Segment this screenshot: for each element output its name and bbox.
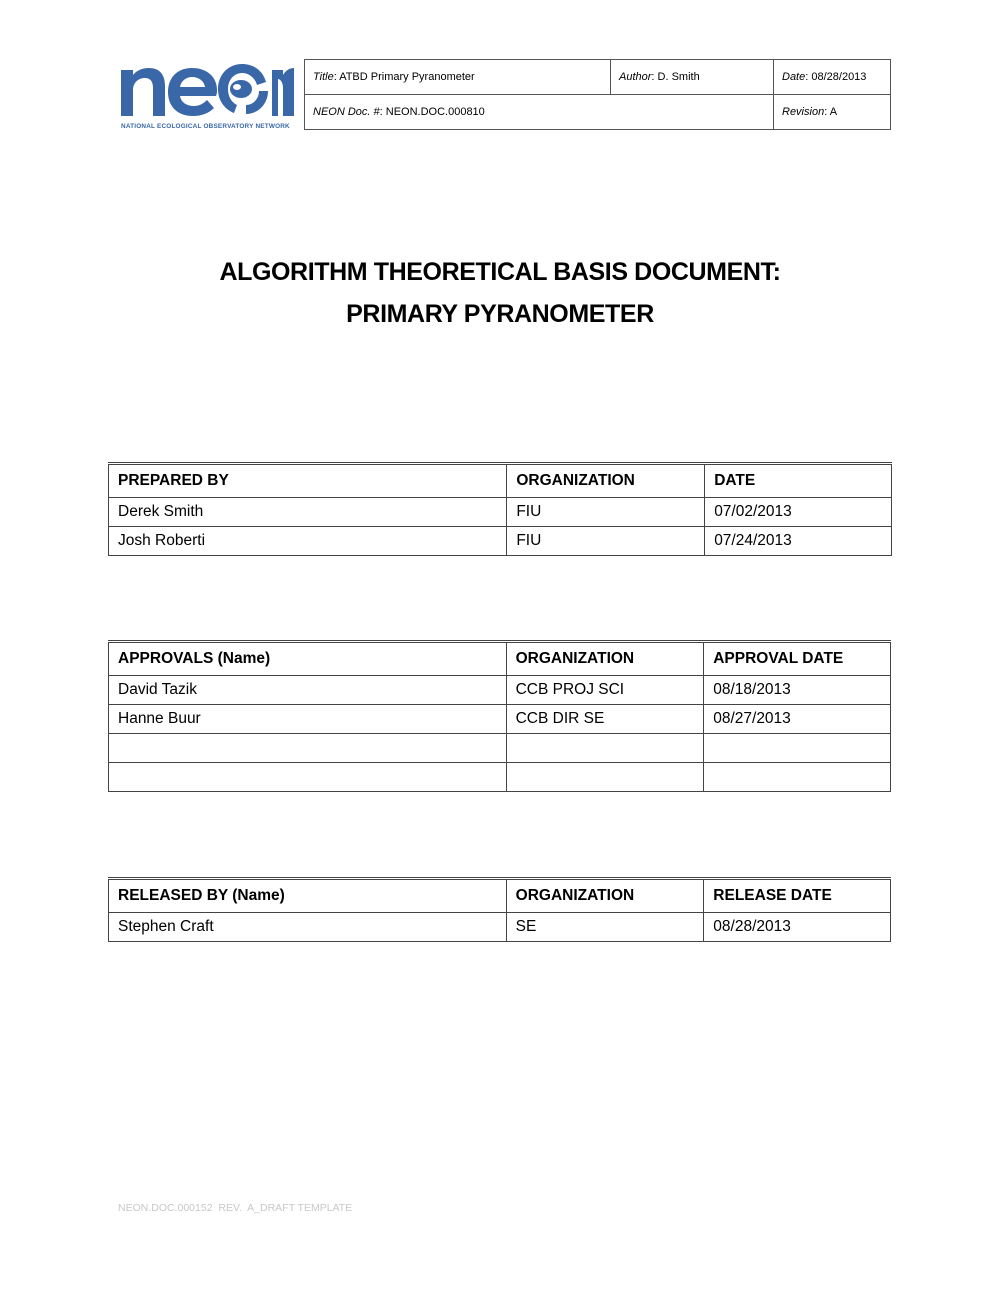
table-row (109, 498, 892, 527)
document-header-table (304, 59, 891, 130)
prepared-by-table (108, 462, 892, 556)
table-header-row (109, 642, 891, 676)
column-header: RELEASED BY (Name) (109, 879, 507, 913)
organization-cell: FIU (507, 498, 705, 527)
header-date-cell (774, 60, 891, 95)
neon-logo-mark (118, 58, 296, 120)
table-row (109, 527, 892, 556)
table-row (109, 676, 891, 705)
logo-tagline: NATIONAL ECOLOGICAL OBSERVATORY NETWORK (121, 123, 290, 130)
document-title-line-2: PRIMARY PYRANOMETER (346, 300, 654, 328)
column-header: PREPARED BY (109, 464, 507, 498)
column-header: ORGANIZATION (506, 642, 704, 676)
header-revision-cell (774, 95, 891, 130)
name-cell: Derek Smith (109, 498, 507, 527)
column-header: RELEASE DATE (704, 879, 891, 913)
date-cell: 07/24/2013 (705, 527, 892, 556)
document-title-line-1: ALGORITHM THEORETICAL BASIS DOCUMENT: (219, 258, 781, 286)
name-cell: Josh Roberti (109, 527, 507, 556)
author-label: Author (619, 71, 652, 83)
neon-logo (118, 58, 296, 132)
column-header: APPROVALS (Name) (109, 642, 507, 676)
revision-label: Revision (782, 106, 825, 118)
header-author-cell (611, 60, 774, 95)
author-value: : D. Smith (651, 71, 700, 83)
organization-cell: SE (506, 913, 704, 942)
table-row-empty (109, 763, 891, 792)
date-cell: 08/18/2013 (704, 676, 891, 705)
column-header: DATE (705, 464, 892, 498)
table-header-row (109, 464, 892, 498)
table-row (109, 705, 891, 734)
date-cell: 08/28/2013 (704, 913, 891, 942)
date-cell (704, 734, 891, 763)
date-cell: 08/27/2013 (704, 705, 891, 734)
name-cell (109, 734, 507, 763)
organization-cell: CCB PROJ SCI (506, 676, 704, 705)
title-value: : ATBD Primary Pyranometer (333, 71, 475, 83)
organization-cell: FIU (507, 527, 705, 556)
organization-cell (506, 734, 704, 763)
header-doc-cell (305, 95, 774, 130)
date-cell (704, 763, 891, 792)
date-cell: 07/02/2013 (705, 498, 892, 527)
name-cell: Hanne Buur (109, 705, 507, 734)
column-header: APPROVAL DATE (704, 642, 891, 676)
date-value: : 08/28/2013 (805, 71, 867, 83)
table-header-row (109, 879, 891, 913)
table-row (109, 913, 891, 942)
revision-value: : A (824, 106, 838, 118)
doc-label: NEON Doc. # (313, 106, 380, 118)
column-header: ORGANIZATION (506, 879, 704, 913)
name-cell (109, 763, 507, 792)
table-row-empty (109, 734, 891, 763)
name-cell: Stephen Craft (109, 913, 507, 942)
date-label: Date (782, 71, 806, 83)
doc-value: : NEON.DOC.000810 (379, 106, 485, 118)
title-label: Title (313, 71, 334, 83)
organization-cell (506, 763, 704, 792)
header-title-cell (305, 60, 611, 95)
approvals-table (108, 640, 891, 792)
name-cell: David Tazik (109, 676, 507, 705)
column-header: ORGANIZATION (507, 464, 705, 498)
organization-cell: CCB DIR SE (506, 705, 704, 734)
released-by-table (108, 877, 891, 942)
footer-template-id: NEON.DOC.000152 REV. A_DRAFT TEMPLATE (118, 1202, 353, 1214)
